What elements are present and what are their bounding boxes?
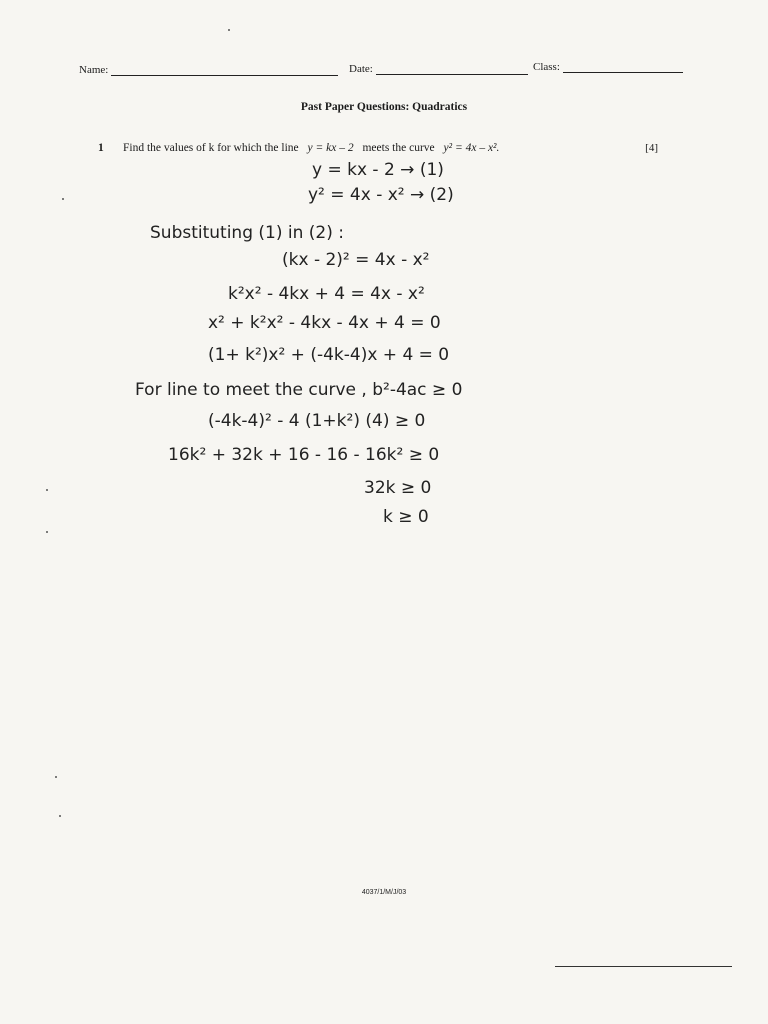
date-blank-line [376, 64, 528, 75]
scan-speck [55, 776, 57, 778]
paper-code: 4037/1/M/J/03 [361, 889, 407, 896]
working-line: k ≥ 0 [383, 507, 429, 527]
class-blank-line [563, 62, 683, 73]
name-blank-line [111, 65, 338, 76]
question-text-before: Find the values of k for which the line [123, 142, 299, 154]
working-line: (1+ k²)x² + (-4k-4)x + 4 = 0 [208, 345, 450, 365]
working-line: (-4k-4)² - 4 (1+k²) (4) ≥ 0 [208, 411, 426, 431]
question-number: 1 [98, 142, 104, 154]
line-equation: y = kx – 2 [307, 142, 354, 154]
working-line: For line to meet the curve , b²-4ac ≥ 0 [135, 380, 463, 400]
working-line: Substituting (1) in (2) : [150, 223, 344, 243]
working-line: x² + k²x² - 4kx - 4x + 4 = 0 [208, 313, 441, 333]
scan-speck [62, 198, 64, 200]
date-label: Date: [349, 63, 373, 75]
working-line: 16k² + 32k + 16 - 16 - 16k² ≥ 0 [168, 445, 440, 465]
name-field [79, 64, 338, 76]
working-line: (kx - 2)² = 4x - x² [282, 250, 430, 270]
scan-speck [46, 531, 48, 533]
working-line: y² = 4x - x² → (2) [308, 185, 454, 205]
date-field [349, 63, 528, 75]
name-label: Name: [79, 64, 109, 76]
class-label: Class: [533, 61, 560, 73]
working-line: k²x² - 4kx + 4 = 4x - x² [228, 284, 425, 304]
page-title: Past Paper Questions: Quadratics [300, 101, 468, 113]
working-line: 32k ≥ 0 [364, 478, 432, 498]
scan-speck [228, 29, 230, 31]
question-text [123, 142, 505, 154]
question-text-middle: meets the curve [362, 142, 435, 154]
scan-speck [59, 815, 61, 817]
bottom-rule [555, 966, 732, 967]
curve-equation: y² = 4x – x². [443, 142, 500, 154]
scan-speck [46, 489, 48, 491]
class-field [533, 61, 683, 73]
question-marks: [4] [645, 142, 658, 154]
working-line: y = kx - 2 → (1) [312, 160, 444, 180]
